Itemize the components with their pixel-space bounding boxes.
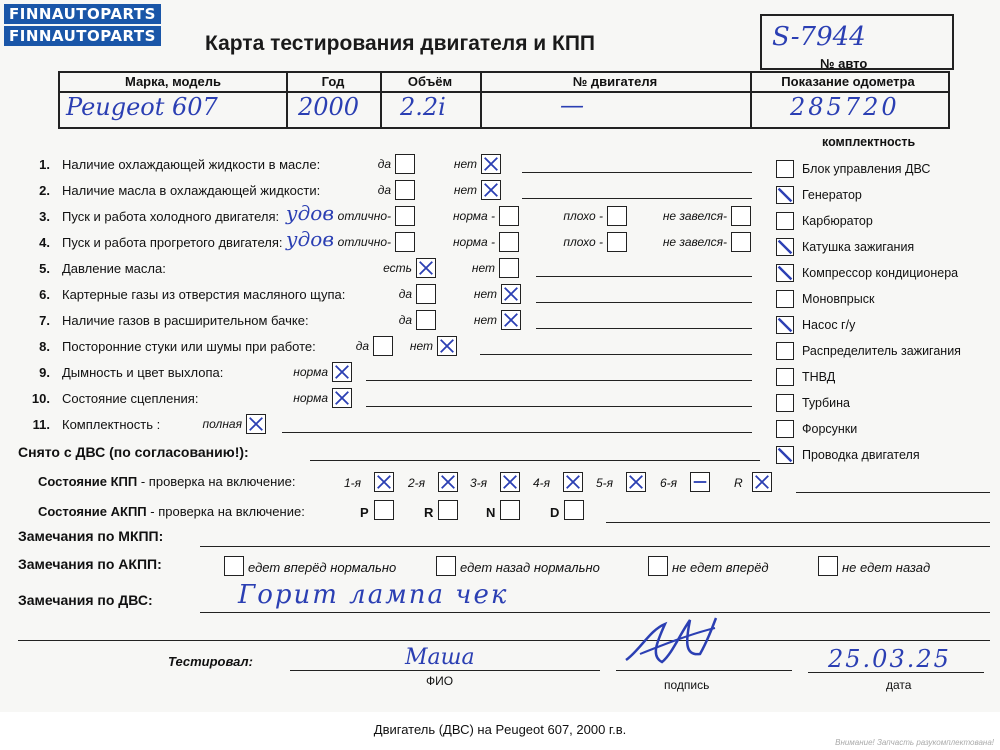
- akpp-gear-label: N: [486, 505, 496, 520]
- option-checkbox[interactable]: [731, 232, 751, 252]
- kit-item-label: Моновпрыск: [802, 292, 875, 306]
- check-number: 7.: [39, 313, 50, 328]
- remarks-akpp-label: Замечания по АКПП:: [18, 556, 162, 572]
- option-label: норма: [293, 391, 328, 405]
- check-number: 11.: [32, 417, 50, 432]
- check-note: удов: [286, 201, 334, 225]
- kpp-gear-label: R: [734, 476, 743, 490]
- option-checkbox[interactable]: [395, 154, 415, 174]
- kit-checkbox[interactable]: [776, 160, 794, 178]
- kit-item-label: Блок управления ДВС: [802, 162, 931, 176]
- check-label: Пуск и работа холодного двигателя:: [62, 209, 280, 224]
- kpp-gear-checkbox[interactable]: [563, 472, 583, 492]
- option-label: норма -: [452, 235, 495, 249]
- option-checkbox[interactable]: [481, 180, 501, 200]
- watermark-text: Внимание! Запчасть разукомплектована!: [835, 738, 994, 747]
- option-checkbox[interactable]: [246, 414, 266, 434]
- kpp-gear-checkbox[interactable]: [690, 472, 710, 492]
- kit-item-label: Компрессор кондиционера: [802, 266, 959, 280]
- kpp-gear-label: 4-я: [533, 476, 551, 490]
- option-label: нет: [471, 261, 495, 275]
- remarks-dvs-label: Замечания по ДВС:: [18, 592, 153, 608]
- check-number: 1.: [39, 157, 50, 172]
- akpp-remark-checkbox[interactable]: [224, 556, 244, 576]
- value-model: Peugeot 607: [66, 93, 218, 121]
- value-volume: 2.2i: [400, 93, 446, 121]
- option-checkbox[interactable]: [501, 310, 521, 330]
- akpp-remark-label: не едет назад: [842, 560, 931, 575]
- kpp-gear-label: 5-я: [596, 476, 614, 490]
- kpp-gear-checkbox[interactable]: [374, 472, 394, 492]
- check-number: 4.: [39, 235, 50, 250]
- kit-checkbox[interactable]: [776, 186, 794, 204]
- kpp-gear-checkbox[interactable]: [438, 472, 458, 492]
- akpp-remark-checkbox[interactable]: [436, 556, 456, 576]
- akpp-gear-label: P: [360, 505, 369, 520]
- option-label: не завелся-: [662, 235, 727, 249]
- option-label: да: [355, 339, 369, 353]
- check-label: Комплектность :: [62, 417, 161, 432]
- option-label: отлично-: [337, 209, 391, 223]
- car-number-label: № авто: [820, 56, 868, 71]
- kpp-gear-checkbox[interactable]: [500, 472, 520, 492]
- kit-item-label: Карбюратор: [802, 214, 873, 228]
- header-volume: Объём: [407, 74, 453, 89]
- option-checkbox[interactable]: [607, 206, 627, 226]
- fio-caption: ФИО: [426, 674, 454, 688]
- remarks-dvs-note: Горит лампа чек: [238, 580, 509, 610]
- card-title: Карта тестирования двигателя и КПП: [205, 32, 596, 55]
- option-checkbox[interactable]: [416, 310, 436, 330]
- check-number: 3.: [39, 209, 50, 224]
- kit-checkbox[interactable]: [776, 264, 794, 282]
- option-checkbox[interactable]: [731, 206, 751, 226]
- image-caption: Двигатель (ДВС) на Peugeot 607, 2000 г.в.: [373, 722, 627, 737]
- kit-title: комплектность: [822, 135, 916, 149]
- kit-item-label: Форсунки: [802, 422, 858, 436]
- kit-item-label: Катушка зажигания: [802, 240, 915, 254]
- option-checkbox[interactable]: [395, 206, 415, 226]
- option-checkbox[interactable]: [395, 180, 415, 200]
- option-label: не завелся-: [662, 209, 727, 223]
- date-caption: дата: [886, 678, 912, 692]
- kpp-gear-label: 1-я: [344, 476, 362, 490]
- akpp-gear-checkbox[interactable]: [564, 500, 584, 520]
- akpp-suffix: - проверка на включение:: [146, 504, 305, 519]
- option-checkbox[interactable]: [481, 154, 501, 174]
- kit-item-label: Распределитель зажигания: [802, 344, 961, 358]
- kpp-gear-checkbox[interactable]: [626, 472, 646, 492]
- vehicle-table: [58, 71, 950, 129]
- option-label: да: [398, 313, 412, 327]
- check-number: 9.: [39, 365, 50, 380]
- option-checkbox[interactable]: [607, 232, 627, 252]
- option-label: да: [377, 157, 391, 171]
- kit-item-label: Генератор: [802, 188, 862, 202]
- akpp-remark-label: не едет вперёд: [672, 560, 769, 575]
- kit-checkbox[interactable]: [776, 394, 794, 412]
- option-label: есть: [383, 261, 412, 275]
- option-label: нет: [473, 313, 497, 327]
- check-label: Наличие охлаждающей жидкости в масле:: [62, 157, 321, 172]
- option-label: норма -: [452, 209, 495, 223]
- check-number: 5.: [39, 261, 50, 276]
- kpp-suffix: - проверка на включение:: [137, 474, 296, 489]
- option-checkbox[interactable]: [332, 362, 352, 382]
- check-number: 8.: [39, 339, 50, 354]
- kpp-label: Состояние КПП: [38, 474, 138, 489]
- option-label: плохо -: [563, 235, 603, 249]
- option-label: полная: [202, 417, 242, 431]
- check-number: 6.: [39, 287, 50, 302]
- header-odometer: Показание одометра: [781, 74, 915, 89]
- kpp-gear-checkbox[interactable]: [752, 472, 772, 492]
- kit-item-label: ТНВД: [802, 370, 836, 384]
- option-label: нет: [409, 339, 433, 353]
- kpp-gear-label: 2-я: [408, 476, 426, 490]
- kit-item-label: Турбина: [802, 396, 850, 410]
- kpp-gear-label: 6-я: [660, 476, 678, 490]
- check-label: Пуск и работа прогретого двигателя:: [62, 235, 283, 250]
- signature-image: [620, 610, 720, 670]
- value-engine-no: —: [560, 91, 584, 119]
- tester-name: Маша: [405, 645, 475, 670]
- akpp-label: Состояние АКПП: [38, 504, 147, 519]
- check-label: Дымность и цвет выхлопа:: [62, 365, 224, 380]
- removed-label: Снято с ДВС (по согласованию!):: [18, 444, 249, 460]
- option-label: плохо -: [563, 209, 603, 223]
- signature-caption: подпись: [664, 678, 710, 692]
- akpp-remark-checkbox[interactable]: [648, 556, 668, 576]
- kit-checkbox[interactable]: [776, 238, 794, 256]
- kit-checkbox[interactable]: [776, 290, 794, 308]
- header-model: Марка, модель: [124, 74, 222, 89]
- value-odometer: 285720: [790, 93, 900, 121]
- value-year: 2000: [298, 93, 360, 121]
- option-checkbox[interactable]: [499, 232, 519, 252]
- akpp-remark-label: едет назад нормально: [460, 560, 600, 575]
- akpp-gear-checkbox[interactable]: [374, 500, 394, 520]
- option-checkbox[interactable]: [416, 258, 436, 278]
- option-label: да: [398, 287, 412, 301]
- option-checkbox[interactable]: [416, 284, 436, 304]
- brand-logo: FINNAUTOPARTS: [4, 4, 161, 24]
- option-checkbox[interactable]: [499, 206, 519, 226]
- option-label: нет: [473, 287, 497, 301]
- akpp-row-label: [38, 504, 305, 519]
- option-checkbox[interactable]: [437, 336, 457, 356]
- tested-label: Тестировал:: [168, 654, 253, 669]
- option-checkbox[interactable]: [373, 336, 393, 356]
- kpp-row-label: [38, 474, 295, 489]
- akpp-gear-checkbox[interactable]: [438, 500, 458, 520]
- check-number: 2.: [39, 183, 50, 198]
- akpp-gear-label: R: [424, 505, 434, 520]
- kit-checkbox[interactable]: [776, 212, 794, 230]
- option-checkbox[interactable]: [395, 232, 415, 252]
- stock-number: S-7944: [772, 22, 866, 52]
- check-label: Картерные газы из отверстия масляного щупа:: [62, 287, 346, 302]
- kit-checkbox[interactable]: [776, 420, 794, 438]
- check-number: 10.: [31, 391, 50, 406]
- option-label: нет: [453, 183, 477, 197]
- kit-checkbox[interactable]: [776, 342, 794, 360]
- option-label: нет: [453, 157, 477, 171]
- kpp-gear-label: 3-я: [470, 476, 488, 490]
- akpp-gear-checkbox[interactable]: [500, 500, 520, 520]
- check-label: Посторонние стуки или шумы при работе:: [62, 339, 316, 354]
- option-label: норма: [293, 365, 328, 379]
- check-note: удов: [286, 227, 334, 251]
- kit-item-label: Насос г/у: [802, 318, 856, 332]
- test-date: 25.03.25: [828, 645, 951, 673]
- kit-checkbox[interactable]: [776, 316, 794, 334]
- check-label: Состояние сцепления:: [62, 391, 199, 406]
- remarks-mkpp-label: Замечания по МКПП:: [18, 528, 164, 544]
- check-label: Давление масла:: [62, 261, 166, 276]
- kit-checkbox[interactable]: [776, 446, 794, 464]
- akpp-remark-label: едет вперёд нормально: [248, 560, 397, 575]
- akpp-gear-label: D: [550, 505, 560, 520]
- akpp-remark-checkbox[interactable]: [818, 556, 838, 576]
- kit-item-label: Проводка двигателя: [802, 448, 920, 462]
- header-engine-no: № двигателя: [572, 74, 658, 89]
- option-checkbox[interactable]: [499, 258, 519, 278]
- brand-logo-secondary: FINNAUTOPARTS: [4, 26, 161, 46]
- option-checkbox[interactable]: [332, 388, 352, 408]
- kit-checkbox[interactable]: [776, 368, 794, 386]
- option-label: да: [377, 183, 391, 197]
- option-label: отлично-: [337, 235, 391, 249]
- check-label: Наличие масла в охлаждающей жидкости:: [62, 183, 321, 198]
- check-label: Наличие газов в расширительном бачке:: [62, 313, 309, 328]
- header-year: Год: [321, 74, 345, 89]
- option-checkbox[interactable]: [501, 284, 521, 304]
